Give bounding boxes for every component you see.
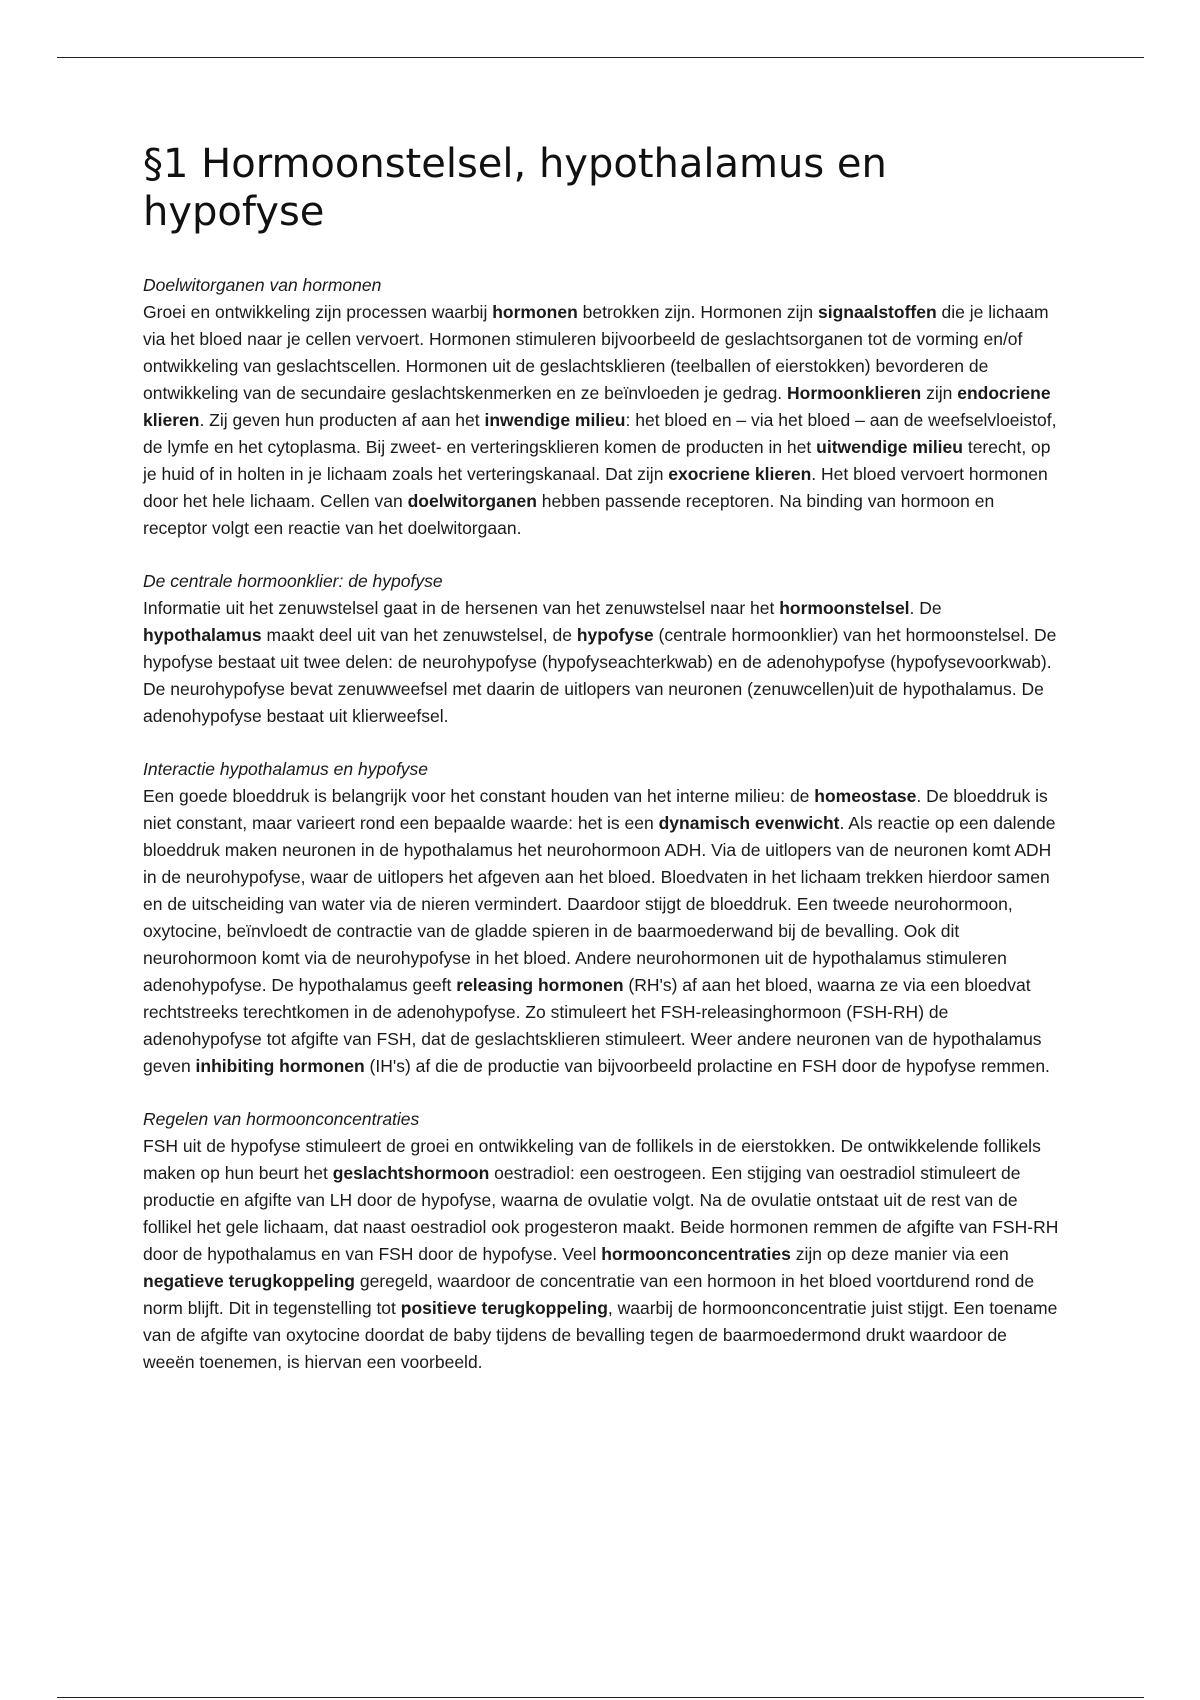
text-run: . De <box>909 598 942 618</box>
section-paragraph <box>143 1133 1063 1376</box>
bold-term: homeostase <box>814 786 917 806</box>
text-run: . Het bloed vervoert hormonen door het hele lichaam. Cellen van <box>143 464 1048 511</box>
bold-term: negatieve terugkoppeling <box>143 1271 355 1291</box>
bold-term: hormoonstelsel <box>779 598 910 618</box>
text-run: terecht, op je huid of in holten in je lichaam zoals het verteringskanaal. Dat zijn <box>143 437 1051 484</box>
text-run: (centrale hormoonklier) van het hormoonstelsel. De hypofyse bestaat uit twee delen: de neurohypofyse (hypofyseachterkwab) en de adenohypofyse (hypofysevoorkwab). De neurohypofyse bevat zenuwweefsel met daarin de uitlopers van neuronen (zenuwcellen)uit de hypothalamus. De adenohypofyse bestaat uit klierweefsel. <box>143 625 1057 726</box>
top-rule <box>57 57 1144 58</box>
section-interactie <box>143 756 1063 1080</box>
text-run: geregeld, waardoor de concentratie van een hormoon in het bloed voortdurend rond de norm blijft. Dit in tegenstelling tot <box>143 1271 1035 1318</box>
section-heading: De centrale hormoonklier: de hypofyse <box>143 571 443 591</box>
section-heading: Regelen van hormoonconcentraties <box>143 1109 420 1129</box>
bold-term: exocriene klieren <box>668 464 812 484</box>
text-run: Een goede bloeddruk is belangrijk voor het constant houden van het interne milieu: de <box>143 786 815 806</box>
bold-term: uitwendige milieu <box>816 437 963 457</box>
text-run: . Als reactie op een dalende bloeddruk maken neuronen in de hypothalamus het neurohormoon ADH. Via de uitlopers van de neuronen komt ADH in de neurohypofyse, waar de uitlopers het afgeven aan het bloed. Bloedvaten in het lichaam trekken hierdoor samen en de uitscheiding van water via de nieren vermindert. Daardoor stijgt de bloeddruk. Een tweede neurohormoon, oxytocine, beïnvloedt de contractie van de gladde spieren in de baarmoederwand bij de bevalling. Ook dit neurohormoon komt via de neurohypofyse in het bloed. Andere neurohormonen uit de hypothalamus stimuleren adenohypofyse. De hypothalamus geeft <box>143 813 1056 995</box>
document-page <box>143 140 1063 1402</box>
bold-term: signaalstoffen <box>818 302 937 322</box>
bottom-rule <box>57 1697 1144 1698</box>
text-run: Groei en ontwikkeling zijn processen waarbij <box>143 302 493 322</box>
bold-term: hypofyse <box>576 625 654 645</box>
section-regelen <box>143 1106 1063 1376</box>
text-run: zijn <box>921 383 958 403</box>
bold-term: hypothalamus <box>143 625 262 645</box>
text-run: Informatie uit het zenuwstelsel gaat in de hersenen van het zenuwstelsel naar het <box>143 598 780 618</box>
text-run: maakt deel uit van het zenuwstelsel, de <box>261 625 577 645</box>
text-run: hebben passende receptoren. Na binding van hormoon en receptor volgt een reactie van het doelwitorgaan. <box>143 491 995 538</box>
text-run: (RH's) af aan het bloed, waarna ze via een bloedvat rechtstreeks terechtkomen in de adenohypofyse. Zo stimuleert het FSH-releasinghormoon (FSH-RH) de adenohypofyse tot afgifte van FSH, dat de geslachtsklieren stimuleert. Weer andere neuronen van de hypothalamus geven <box>143 975 1042 1076</box>
text-run: , waarbij de hormoonconcentratie juist stijgt. Een toename van de afgifte van oxytocine doordat de baby tijdens de bevalling tegen de baarmoedermond drukt waardoor de weeën toenemen, is hiervan een voorbeeld. <box>143 1298 1058 1372</box>
bold-term: endocriene klieren <box>143 383 1051 430</box>
text-run: betrokken zijn. Hormonen zijn <box>577 302 819 322</box>
section-doelwitorganen <box>143 272 1063 542</box>
page-title: §1 Hormoonstelsel, hypothalamus en hypofyse <box>143 141 887 235</box>
text-run: FSH uit de hypofyse stimuleert de groei en ontwikkeling van de follikels in de eierstokken. De ontwikkelende follikels maken op hun beurt het <box>143 1136 1041 1183</box>
text-run: . De bloeddruk is niet constant, maar varieert rond een bepaalde waarde: het is een <box>143 786 1048 833</box>
bold-term: positieve terugkoppeling <box>400 1298 608 1318</box>
bold-term: doelwitorganen <box>407 491 537 511</box>
text-run: (IH's) af die de productie van bijvoorbeeld prolactine en FSH door de hypofyse remmen. <box>364 1056 1050 1076</box>
section-paragraph <box>143 299 1063 542</box>
bold-term: releasing hormonen <box>456 975 624 995</box>
bold-term: inwendige milieu <box>484 410 626 430</box>
bold-term: inhibiting hormonen <box>195 1056 365 1076</box>
section-hypofyse <box>143 568 1063 730</box>
text-run: zijn op deze manier via een <box>790 1244 1009 1264</box>
bold-term: hormoonconcentraties <box>601 1244 791 1264</box>
bold-term: geslachtshormoon <box>332 1163 490 1183</box>
text-run: : het bloed en – via het bloed – aan de weefselvloeistof, de lymfe en het cytoplasma. Bij zweet- en verteringsklieren komen de producten in het <box>143 410 1057 457</box>
section-paragraph <box>143 783 1063 1080</box>
bold-term: hormonen <box>492 302 578 322</box>
section-heading: Interactie hypothalamus en hypofyse <box>143 759 429 779</box>
text-run: . Zij geven hun producten af aan het <box>199 410 485 430</box>
section-heading: Doelwitorganen van hormonen <box>143 275 382 295</box>
bold-term: dynamisch evenwicht <box>658 813 840 833</box>
bold-term: Hormoonklieren <box>787 383 922 403</box>
text-run: die je lichaam via het bloed naar je cellen vervoert. Hormonen stimuleren bijvoorbeeld de geslachtsorganen tot de vorming en/of ontwikkeling van geslachtscellen. Hormonen uit de geslachtsklieren (teelballen of eierstokken) bevorderen de ontwikkeling van de secundaire geslachtskenmerken en ze beïnvloeden je gedrag. <box>143 302 1049 403</box>
text-run: oestradiol: een oestrogeen. Een stijging van oestradiol stimuleert de productie en afgifte van LH door de hypofyse, waarna de ovulatie volgt. Na de ovulatie ontstaat uit de rest van de follikel het gele lichaam, dat naast oestradiol ook progesteron maakt. Beide hormonen remmen de afgifte van FSH-RH door de hypothalamus en van FSH door de hypofyse. Veel <box>143 1163 1059 1264</box>
section-paragraph <box>143 595 1063 730</box>
